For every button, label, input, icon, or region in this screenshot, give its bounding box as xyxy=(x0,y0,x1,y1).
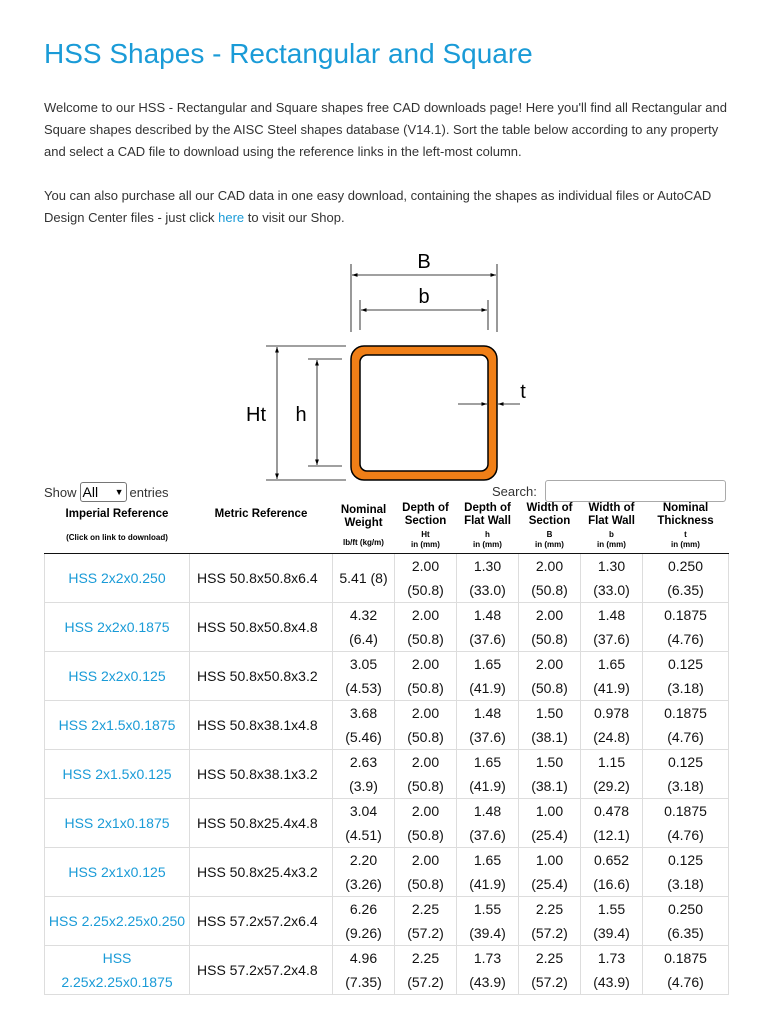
header-imperial-note: (Click on link to download) xyxy=(66,533,168,542)
cell-weight xyxy=(333,553,395,602)
cell-thickness-imperial-value: 0.250 xyxy=(667,557,704,574)
header-imperial-label: Imperial Reference xyxy=(65,508,169,520)
cell-width-flat xyxy=(581,749,643,798)
cell-width-flat-imperial-value: 1.65 xyxy=(597,655,626,672)
cell-width-flat-metric-value: (43.9) xyxy=(593,973,630,990)
cell-depth-flat-metric-value: (37.6) xyxy=(469,630,506,647)
header-width-label: Width of Section xyxy=(526,502,573,528)
cell-weight-metric-value: (3.9) xyxy=(349,777,378,794)
cell-depth xyxy=(395,896,457,945)
cell-depth-imperial-value: 2.25 xyxy=(411,900,440,917)
cell-width-imperial-value: 2.00 xyxy=(535,655,564,672)
cell-depth-imperial-value: 2.00 xyxy=(411,851,440,868)
dim-h-label: h xyxy=(295,404,307,426)
cell-width xyxy=(519,749,581,798)
dim-t-label: t xyxy=(520,381,526,403)
cell-thickness-imperial-value: 0.1875 xyxy=(664,606,707,623)
cell-metric: HSS 50.8x50.8x6.4 xyxy=(190,553,333,602)
cell-width xyxy=(519,602,581,651)
cell-weight-imperial-value: 3.05 xyxy=(349,655,378,672)
cell-weight-metric-value: (9.26) xyxy=(345,924,382,941)
header-thickness[interactable] xyxy=(643,500,729,553)
cell-depth-flat-imperial-value: 1.48 xyxy=(473,704,502,721)
cell-imperial xyxy=(45,945,190,994)
cell-width-flat-imperial-value: 1.48 xyxy=(597,606,626,623)
cell-depth-flat-metric-value: (37.6) xyxy=(469,826,506,843)
cell-metric: HSS 50.8x50.8x4.8 xyxy=(190,602,333,651)
cell-width-flat-metric-value: (39.4) xyxy=(593,924,630,941)
header-metric[interactable] xyxy=(190,500,333,553)
header-weight-unit: lb/ft (kg/m) xyxy=(343,538,384,548)
cell-width-flat-imperial-value: 1.73 xyxy=(597,949,626,966)
cell-depth-metric-value: (50.8) xyxy=(407,826,444,843)
cell-width-flat-metric-value: (37.6) xyxy=(593,630,630,647)
header-thickness-sym: t xyxy=(684,530,687,540)
cell-imperial xyxy=(45,847,190,896)
cell-depth-flat xyxy=(457,749,519,798)
dim-b-label: b xyxy=(418,286,430,308)
table-row xyxy=(45,798,729,847)
cell-weight-imperial-value: 6.26 xyxy=(349,900,378,917)
cell-depth-flat xyxy=(457,798,519,847)
cell-thickness-metric-value: (3.18) xyxy=(667,875,704,892)
cell-imperial xyxy=(45,651,190,700)
cell-width-flat xyxy=(581,847,643,896)
cell-weight-metric-value: (3.26) xyxy=(345,875,382,892)
cell-depth-metric-value: (57.2) xyxy=(407,973,444,990)
cell-weight-metric-value: (7.35) xyxy=(345,973,382,990)
table-row xyxy=(45,651,729,700)
cell-thickness-metric-value: (3.18) xyxy=(667,679,704,696)
cell-metric: HSS 57.2x57.2x4.8 xyxy=(190,945,333,994)
cell-width-flat-metric-value: (29.2) xyxy=(593,777,630,794)
cell-thickness xyxy=(643,749,729,798)
imperial-download-link[interactable]: HSS 2x1.5x0.125 xyxy=(62,765,172,782)
cell-metric: HSS 50.8x50.8x3.2 xyxy=(190,651,333,700)
cell-width-imperial-value: 1.00 xyxy=(535,851,564,868)
cell-width-flat-metric-value: (24.8) xyxy=(593,728,630,745)
cell-weight xyxy=(333,700,395,749)
cell-depth-flat-imperial-value: 1.48 xyxy=(473,802,502,819)
hss-section-diagram xyxy=(230,240,560,490)
cell-width-metric-value: (50.8) xyxy=(531,679,568,696)
cell-depth-flat xyxy=(457,700,519,749)
cell-weight-metric-value: (4.51) xyxy=(345,826,382,843)
cell-weight-imperial-value: 4.32 xyxy=(349,606,378,623)
cell-thickness-imperial-value: 0.125 xyxy=(667,655,704,672)
cell-width-metric-value: (25.4) xyxy=(531,826,568,843)
entries-select[interactable] xyxy=(80,482,127,502)
cell-thickness xyxy=(643,896,729,945)
cell-thickness-metric-value: (4.76) xyxy=(667,826,704,843)
cell-width-imperial-value: 2.00 xyxy=(535,606,564,623)
cell-depth xyxy=(395,798,457,847)
cell-depth-flat-metric-value: (37.6) xyxy=(469,728,506,745)
cell-depth-flat-metric-value: (41.9) xyxy=(469,875,506,892)
tube-inner xyxy=(360,355,488,471)
header-depth-unit: in (mm) xyxy=(411,540,440,550)
cell-weight-imperial-value: 3.68 xyxy=(349,704,378,721)
cell-thickness xyxy=(643,553,729,602)
imperial-download-link[interactable]: HSS 2x2x0.125 xyxy=(68,667,166,684)
cell-thickness xyxy=(643,945,729,994)
dim-B-label: B xyxy=(417,251,431,273)
cell-depth-imperial-value: 2.00 xyxy=(411,802,440,819)
header-depth-flat-label: Depth of Flat Wall xyxy=(464,502,511,528)
purchase-paragraph xyxy=(44,185,734,229)
header-width-flat[interactable] xyxy=(581,500,643,553)
cell-depth-metric-value: (50.8) xyxy=(407,581,444,598)
table-row xyxy=(45,896,729,945)
cell-width-imperial-value: 1.50 xyxy=(535,753,564,770)
cell-thickness-metric-value: (4.76) xyxy=(667,630,704,647)
header-imperial[interactable] xyxy=(45,500,190,553)
cell-width-flat xyxy=(581,651,643,700)
hss-table xyxy=(44,500,729,995)
cell-thickness-imperial-value: 0.1875 xyxy=(664,802,707,819)
cell-depth-imperial-value: 2.00 xyxy=(411,606,440,623)
cell-width xyxy=(519,847,581,896)
cell-width-flat xyxy=(581,798,643,847)
imperial-download-link[interactable]: HSS 2x1.5x0.1875 xyxy=(58,716,176,733)
cell-weight xyxy=(333,798,395,847)
header-width-flat-label: Width of Flat Wall xyxy=(588,502,635,528)
table-controls xyxy=(44,480,728,502)
show-label: Show xyxy=(44,484,77,500)
cell-width xyxy=(519,896,581,945)
cell-depth-metric-value: (50.8) xyxy=(407,777,444,794)
cell-imperial xyxy=(45,553,190,602)
cell-width-flat xyxy=(581,896,643,945)
cell-width-flat-imperial-value: 1.15 xyxy=(597,753,626,770)
cell-thickness-metric-value: (3.18) xyxy=(667,777,704,794)
cell-width-metric-value: (50.8) xyxy=(531,630,568,647)
cell-depth-imperial-value: 2.00 xyxy=(411,753,440,770)
header-depth-label: Depth of Section xyxy=(402,502,449,528)
header-depth-flat-sym: h xyxy=(485,530,490,540)
cell-thickness-imperial-value: 0.250 xyxy=(667,900,704,917)
cell-depth-flat xyxy=(457,847,519,896)
header-thickness-unit: in (mm) xyxy=(671,540,700,550)
cell-depth-flat xyxy=(457,553,519,602)
cell-metric: HSS 50.8x38.1x4.8 xyxy=(190,700,333,749)
header-depth[interactable] xyxy=(395,500,457,553)
header-weight[interactable] xyxy=(333,500,395,553)
cell-metric: HSS 50.8x38.1x3.2 xyxy=(190,749,333,798)
cell-depth-metric-value: (50.8) xyxy=(407,679,444,696)
cell-weight xyxy=(333,651,395,700)
imperial-download-link[interactable]: HSS 2x1x0.1875 xyxy=(64,814,170,831)
cell-thickness xyxy=(643,847,729,896)
cell-depth-flat-imperial-value: 1.65 xyxy=(473,655,502,672)
cell-width-flat-metric-value: (41.9) xyxy=(593,679,630,696)
cell-width-flat xyxy=(581,602,643,651)
cell-weight-imperial-value: 3.04 xyxy=(349,802,378,819)
cell-thickness-metric-value: (4.76) xyxy=(667,973,704,990)
cell-weight-metric-value: (6.4) xyxy=(349,630,378,647)
cell-depth-metric-value: (57.2) xyxy=(407,924,444,941)
cell-depth xyxy=(395,651,457,700)
header-width-sym: B xyxy=(546,530,553,540)
cell-weight xyxy=(333,945,395,994)
cell-width-flat-imperial-value: 1.55 xyxy=(597,900,626,917)
cell-thickness-imperial-value: 0.1875 xyxy=(664,949,707,966)
cell-weight xyxy=(333,896,395,945)
cell-width-imperial-value: 1.50 xyxy=(535,704,564,721)
cell-thickness-imperial-value: 0.1875 xyxy=(664,704,707,721)
cell-thickness-metric-value: (6.35) xyxy=(667,924,704,941)
cell-depth xyxy=(395,749,457,798)
cell-metric: HSS 57.2x57.2x6.4 xyxy=(190,896,333,945)
search-input[interactable] xyxy=(545,480,726,502)
cell-imperial xyxy=(45,602,190,651)
imperial-download-link[interactable]: HSS 2x2x0.1875 xyxy=(64,618,170,635)
cell-imperial xyxy=(45,896,190,945)
entries-value: All xyxy=(82,484,99,500)
cell-depth-metric-value: (50.8) xyxy=(407,875,444,892)
cell-depth-flat-imperial-value: 1.65 xyxy=(473,851,502,868)
cell-width xyxy=(519,798,581,847)
table-row xyxy=(45,700,729,749)
cell-depth-imperial-value: 2.00 xyxy=(411,655,440,672)
cell-depth-flat-metric-value: (43.9) xyxy=(469,973,506,990)
imperial-download-link[interactable]: HSS 2x1x0.125 xyxy=(68,863,166,880)
header-width-flat-unit: in (mm) xyxy=(597,540,626,550)
cell-thickness xyxy=(643,602,729,651)
cell-width-metric-value: (57.2) xyxy=(531,924,568,941)
cell-depth-flat-imperial-value: 1.30 xyxy=(473,557,502,574)
cell-width-flat-imperial-value: 0.652 xyxy=(593,851,630,868)
header-depth-flat[interactable] xyxy=(457,500,519,553)
cell-width-metric-value: (25.4) xyxy=(531,875,568,892)
cell-weight xyxy=(333,602,395,651)
cell-width xyxy=(519,553,581,602)
cell-depth xyxy=(395,553,457,602)
cell-width-imperial-value: 2.25 xyxy=(535,900,564,917)
show-entries xyxy=(44,482,169,502)
cell-width-flat xyxy=(581,945,643,994)
cell-depth xyxy=(395,700,457,749)
cell-depth-flat-imperial-value: 1.55 xyxy=(473,900,502,917)
header-weight-label: Nominal Weight xyxy=(340,504,387,530)
table-row xyxy=(45,749,729,798)
imperial-download-link[interactable]: HSS 2x2x0.250 xyxy=(68,569,166,586)
cell-weight-metric-value: (5.46) xyxy=(345,728,382,745)
cell-width xyxy=(519,700,581,749)
cell-imperial xyxy=(45,798,190,847)
cell-depth-metric-value: (50.8) xyxy=(407,630,444,647)
cell-metric: HSS 50.8x25.4x4.8 xyxy=(190,798,333,847)
cell-weight-imperial-value: 5.41 (8) xyxy=(339,569,388,586)
dim-Ht-label: Ht xyxy=(246,404,266,426)
cell-width-flat-imperial-value: 0.978 xyxy=(593,704,630,721)
cell-width-imperial-value: 1.00 xyxy=(535,802,564,819)
cell-depth-flat-imperial-value: 1.48 xyxy=(473,606,502,623)
cell-depth-flat xyxy=(457,602,519,651)
cell-thickness xyxy=(643,651,729,700)
cell-width-flat xyxy=(581,553,643,602)
cell-width xyxy=(519,651,581,700)
cell-width-flat-imperial-value: 1.30 xyxy=(597,557,626,574)
cell-depth xyxy=(395,945,457,994)
cell-depth-imperial-value: 2.00 xyxy=(411,704,440,721)
table-row xyxy=(45,602,729,651)
cell-weight xyxy=(333,749,395,798)
shop-link[interactable]: here xyxy=(218,210,245,225)
cell-depth-imperial-value: 2.00 xyxy=(411,557,440,574)
cell-width-flat-metric-value: (12.1) xyxy=(593,826,630,843)
purchase-text-after: to visit our Shop. xyxy=(244,210,345,225)
header-width[interactable] xyxy=(519,500,581,553)
cell-thickness-imperial-value: 0.125 xyxy=(667,851,704,868)
cell-thickness xyxy=(643,700,729,749)
cell-width-imperial-value: 2.00 xyxy=(535,557,564,574)
cell-depth-flat-metric-value: (41.9) xyxy=(469,777,506,794)
table-body xyxy=(45,553,729,994)
cell-depth-metric-value: (50.8) xyxy=(407,728,444,745)
cell-weight-imperial-value: 4.96 xyxy=(349,949,378,966)
header-depth-flat-unit: in (mm) xyxy=(473,540,502,550)
cell-depth-flat-metric-value: (41.9) xyxy=(469,679,506,696)
page-title: HSS Shapes - Rectangular and Square xyxy=(44,38,533,69)
header-thickness-label: Nominal Thickness xyxy=(657,502,714,528)
cell-weight-imperial-value: 2.20 xyxy=(349,851,378,868)
cell-depth xyxy=(395,847,457,896)
cell-depth-flat xyxy=(457,896,519,945)
cell-width-flat-imperial-value: 0.478 xyxy=(593,802,630,819)
purchase-text-before: You can also purchase all our CAD data in one easy download, containing the shapes as individual files or AutoCAD Design Center files - just click xyxy=(44,188,712,225)
cell-width-metric-value: (38.1) xyxy=(531,777,568,794)
cell-thickness-metric-value: (6.35) xyxy=(667,581,704,598)
header-depth-sym: Ht xyxy=(421,530,430,540)
intro-paragraph: Welcome to our HSS - Rectangular and Square shapes free CAD downloads page! Here you'll find all Rectangular and Square shapes described by the AISC Steel shapes database (V14.1). Sort the table below according to any property and select a CAD file to download using the reference links in the left-most column. xyxy=(44,100,727,159)
cell-depth-flat-imperial-value: 1.73 xyxy=(473,949,502,966)
cell-width-flat-metric-value: (33.0) xyxy=(593,581,630,598)
cell-thickness xyxy=(643,798,729,847)
header-metric-label: Metric Reference xyxy=(214,508,308,520)
cell-width-metric-value: (50.8) xyxy=(531,581,568,598)
imperial-download-link[interactable]: HSS 2.25x2.25x0.1875 xyxy=(61,949,173,990)
header-width-flat-sym: b xyxy=(609,530,614,540)
cell-width-metric-value: (38.1) xyxy=(531,728,568,745)
cell-width xyxy=(519,945,581,994)
cell-thickness-metric-value: (4.76) xyxy=(667,728,704,745)
cell-depth xyxy=(395,602,457,651)
cell-width-metric-value: (57.2) xyxy=(531,973,568,990)
table-header-row xyxy=(45,500,729,553)
table-row xyxy=(45,553,729,602)
cell-metric: HSS 50.8x25.4x3.2 xyxy=(190,847,333,896)
entries-label: entries xyxy=(129,484,169,500)
cell-depth-flat-metric-value: (33.0) xyxy=(469,581,506,598)
cell-depth-imperial-value: 2.25 xyxy=(411,949,440,966)
cell-width-flat xyxy=(581,700,643,749)
cell-depth-flat xyxy=(457,945,519,994)
cell-weight xyxy=(333,847,395,896)
header-width-unit: in (mm) xyxy=(535,540,564,550)
cell-weight-metric-value: (4.53) xyxy=(345,679,382,696)
cell-weight-imperial-value: 2.63 xyxy=(349,753,378,770)
chevron-down-icon: ▼ xyxy=(114,487,124,497)
table-row xyxy=(45,945,729,994)
imperial-download-link[interactable]: HSS 2.25x2.25x0.250 xyxy=(48,912,186,929)
cell-thickness-imperial-value: 0.125 xyxy=(667,753,704,770)
cell-imperial xyxy=(45,749,190,798)
cell-depth-flat-imperial-value: 1.65 xyxy=(473,753,502,770)
cell-width-flat-metric-value: (16.6) xyxy=(593,875,630,892)
cell-width-imperial-value: 2.25 xyxy=(535,949,564,966)
cell-depth-flat-metric-value: (39.4) xyxy=(469,924,506,941)
search-label: Search: xyxy=(492,484,537,499)
cell-depth-flat xyxy=(457,651,519,700)
table-row xyxy=(45,847,729,896)
cell-imperial xyxy=(45,700,190,749)
